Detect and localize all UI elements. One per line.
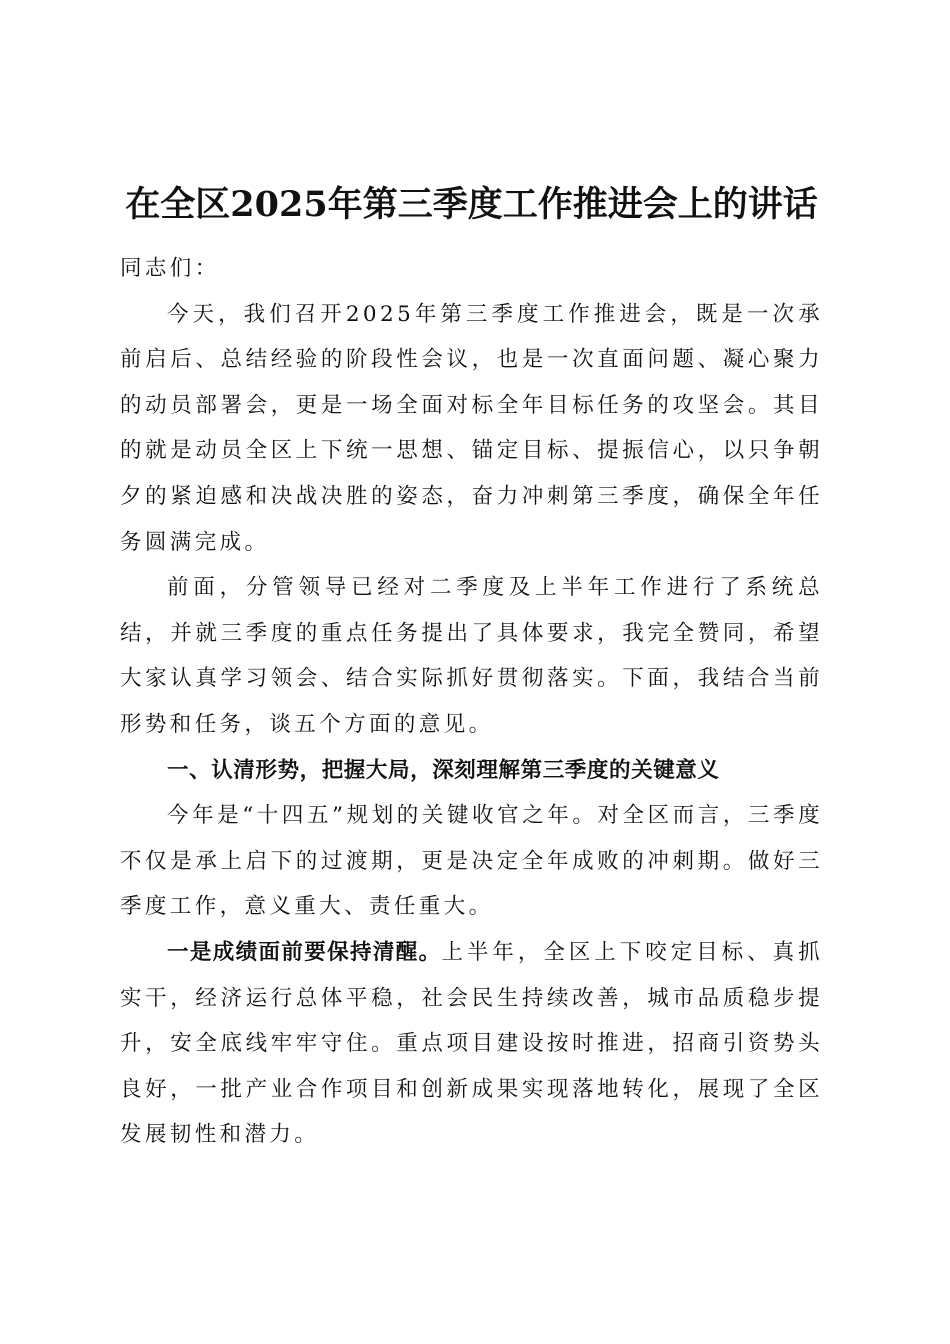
document-body [120, 246, 823, 1158]
paragraph-opening: 今天，我们召开2025年第三季度工作推进会，既是一次承前启后、总结经验的阶段性会议，也是一次直面问题、凝心聚力的动员部署会，更是一场全面对标全年目标任务的攻坚会。其目的就是动员全区上下统一思想、锚定目标、提振信心，以只争朝夕的紧迫感和决战决胜的姿态，奋力冲刺第三季度，确保全年任务圆满完成。 [120, 301, 823, 555]
point-one-lead: 一是成绩面前要保持清醒。 [167, 939, 442, 965]
paragraph-agenda: 前面，分管领导已经对二季度及上半年工作进行了系统总结，并就三季度的重点任务提出了具体要求，我完全赞同，希望大家认真学习领会、结合实际抓好贯彻落实。下面，我结合当前形势和任务，谈五个方面的意见。 [120, 575, 823, 737]
document-title: 在全区2025年第三季度工作推进会上的讲话 [125, 184, 818, 225]
paragraph-point-one [120, 930, 823, 1158]
point-one-text: 上半年，全区上下咬定目标、真抓实干，经济运行总体平稳，社会民生持续改善，城市品质稳步提升，安全底线牢牢守住。重点项目建设按时推进，招商引资势头良好，一批产业合作项目和创新成果实现落地转化，展现了全区发展韧性和潜力。 [120, 939, 823, 1148]
paragraph-situation: 今年是“十四五”规划的关键收官之年。对全区而言，三季度不仅是承上启下的过渡期，更是决定全年成败的冲刺期。做好三季度工作，意义重大、责任重大。 [120, 803, 823, 920]
section-heading-1: 一、认清形势，把握大局，深刻理解第三季度的关键意义 [167, 757, 720, 783]
salutation: 同志们： [120, 256, 220, 281]
